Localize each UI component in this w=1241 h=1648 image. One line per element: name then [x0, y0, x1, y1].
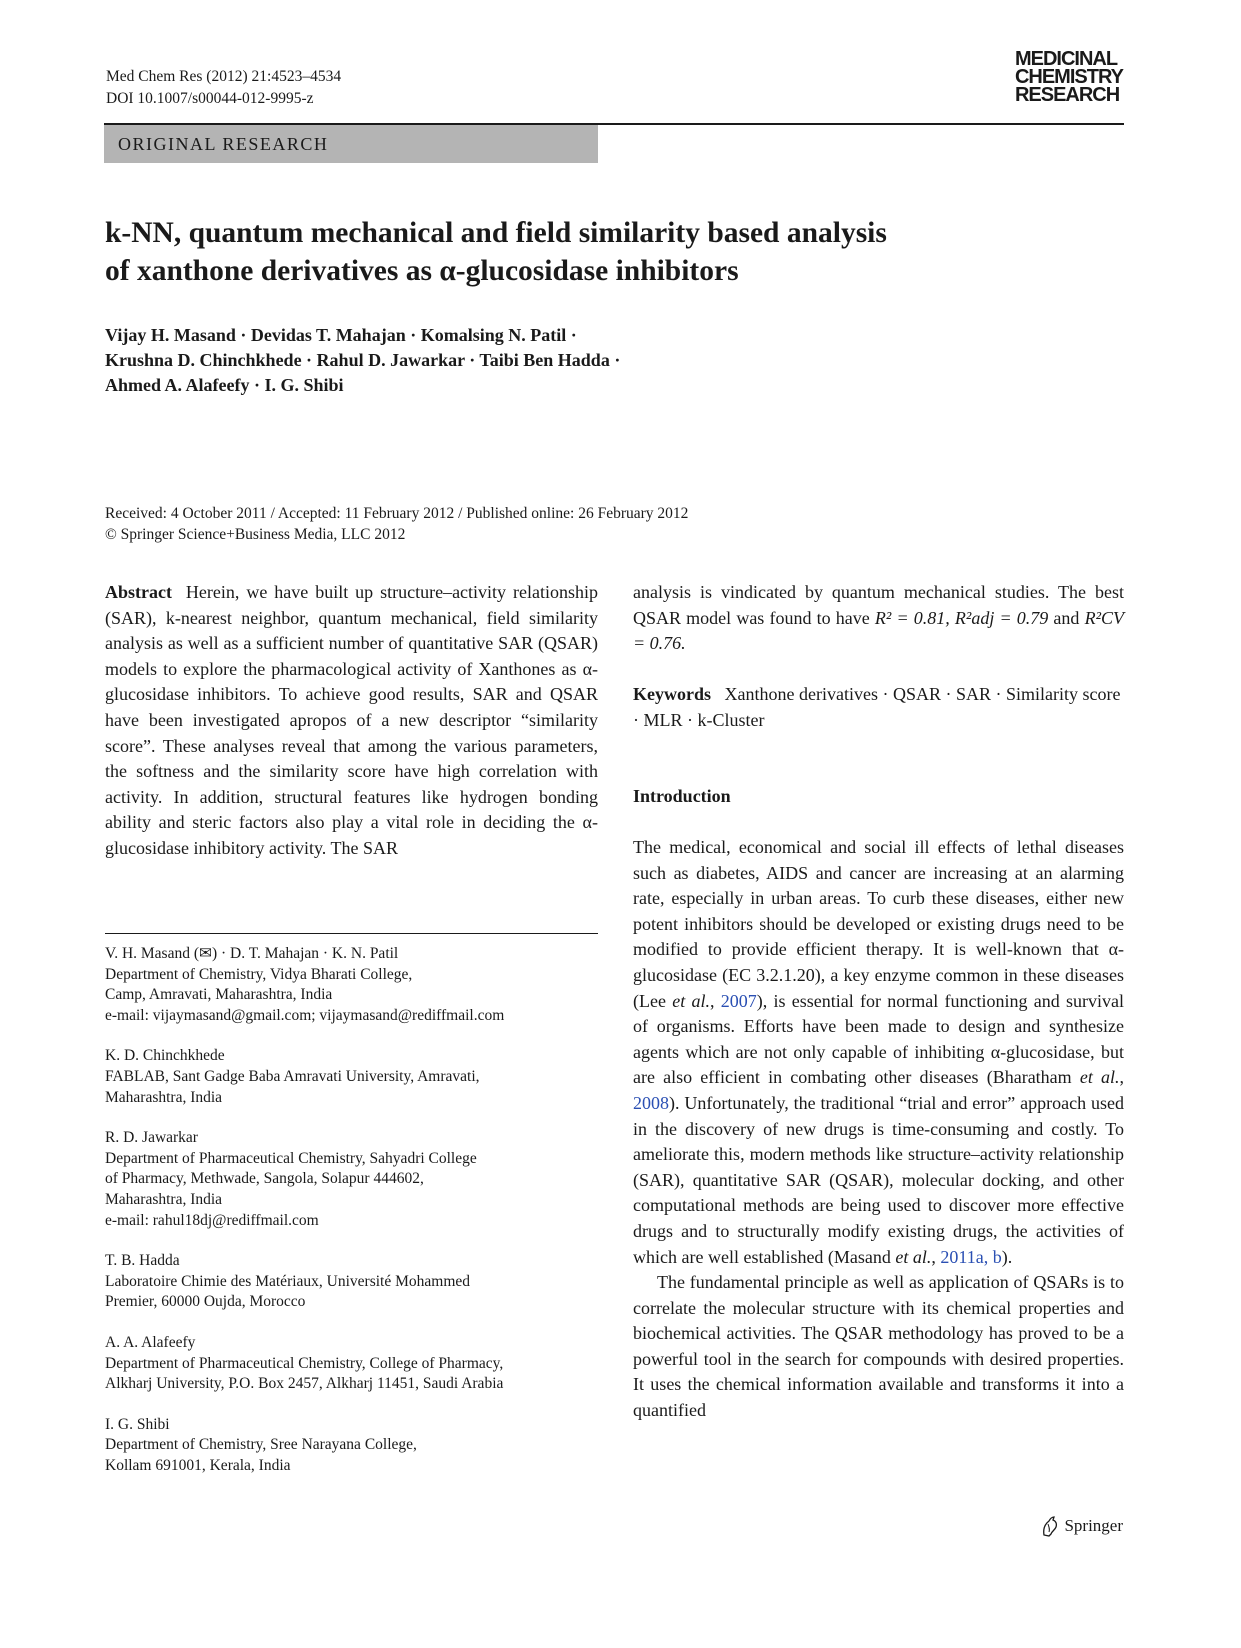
- title-line: k-NN, quantum mechanical and field similarity based analysis: [105, 217, 887, 249]
- intro-text-run: ,: [710, 990, 721, 1011]
- keywords: [633, 682, 1124, 733]
- author-list: [105, 323, 905, 398]
- r2-value: R² = 0.81,: [874, 607, 955, 628]
- title-line: of xanthone derivatives as α-glucosidase inhibitors: [105, 255, 739, 287]
- affiliation-line: Camp, Amravati, Maharashtra, India: [105, 986, 333, 1004]
- affiliation-line: Department of Pharmaceutical Chemistry, College of Pharmacy,: [105, 1354, 504, 1372]
- affiliation-line: Maharashtra, India: [105, 1088, 223, 1106]
- affiliation-email: e-mail: rahul18dj@rediffmail.com: [105, 1211, 319, 1229]
- abstract-text: Herein, we have built up structure–activity relationship (SAR), k-nearest neighbor, quantum mechanical, field similarity analysis as well as a sufficient number of quantitative SAR (QSAR) models to explore the pharmacological activity of Xanthones as α-glucosidase inhibitors. To achieve good results, SAR and QSAR have been investigated apropos of a new descriptor “similarity score”. These analyses reveal that among the various parameters, the softness and the similarity score have high correlation with activity. In addition, structural features like hydrogen bonding ability and steric factors also play a vital role in deciding the α-glucosidase inhibitory activity. The SAR: [105, 582, 598, 858]
- et-al: et al.: [895, 1246, 932, 1267]
- intro-text-run: The medical, economical and social ill effects of lethal diseases such as diabetes, AIDS and cancer are increasing at an alarming rate, especially in urban areas. To curb these diseases, either new potent inhibitors should be developed or existing drugs need to be modified to provide efficient therapy. It is well-known that α-glucosidase (EC 3.2.1.20), a key enzyme common in these diseases (Lee: [633, 837, 1124, 1011]
- journal-citation: Med Chem Res (2012) 21:4523–4534: [106, 68, 342, 85]
- springer-horse-icon: [1040, 1515, 1060, 1537]
- r2adj-value: R²adj = 0.79: [954, 607, 1049, 628]
- author-line: Vijay H. Masand · Devidas T. Mahajan · Komalsing N. Patil ·: [105, 325, 577, 345]
- citation-link[interactable]: 2008: [633, 1092, 669, 1113]
- journal-logo: [1015, 50, 1123, 104]
- publication-dates: [105, 503, 688, 545]
- affiliation-authors: A. A. Alafeefy: [105, 1333, 196, 1351]
- affiliation-line: Department of Pharmaceutical Chemistry, Sahyadri College: [105, 1149, 477, 1167]
- intro-text-run: ).: [1001, 1246, 1013, 1267]
- intro-text-run: ), is essential for normal functioning and survival of organisms. Efforts have been made to design and synthesize agents which are not only capable of inhibiting α-glucosidase, but are also efficient in combating other diseases (Bharatham: [633, 990, 1125, 1088]
- intro-paragraph: [633, 835, 1124, 1270]
- intro-paragraph: The fundamental principle as well as application of QSARs is to correlate the molecular structure with its chemical properties and biochemical activities. The QSAR methodology has proved to be a powerful tool in the search for compounds with desired properties. It uses the chemical information available and transforms it into a quantified: [633, 1272, 1124, 1421]
- affiliation-authors: R. D. Jawarkar: [105, 1129, 198, 1147]
- affiliation-authors: V. H. Masand (✉) · D. T. Mahajan · K. N. Patil: [105, 945, 399, 962]
- affiliation-line: Premier, 60000 Oujda, Morocco: [105, 1293, 306, 1311]
- abstract-continuation: [633, 580, 1124, 657]
- keywords-label: Keywords: [633, 684, 711, 704]
- affiliation-line: Kollam 691001, Kerala, India: [105, 1456, 291, 1474]
- section-banner: ORIGINAL RESEARCH: [104, 125, 598, 163]
- affiliation: [105, 1333, 598, 1395]
- introduction-body: [633, 835, 1124, 1424]
- affiliation-authors: T. B. Hadda: [105, 1252, 180, 1270]
- citation-link[interactable]: 2007: [720, 990, 757, 1011]
- abstract-paragraph: [105, 580, 598, 862]
- affiliation-line: Alkharj University, P.O. Box 2457, Alkharj 11451, Saudi Arabia: [105, 1375, 504, 1393]
- keywords-text: Xanthone derivatives · QSAR · SAR · Similarity score · MLR · k-Cluster: [633, 684, 1121, 730]
- publisher-logo: [1040, 1515, 1123, 1537]
- author-line: Krushna D. Chinchkhede · Rahul D. Jawarkar · Taibi Ben Hadda ·: [105, 350, 621, 370]
- et-al: et al.: [1079, 1067, 1120, 1088]
- intro-text-run: ). Unfortunately, the traditional “trial and error” approach used in the discovery of new drugs is time-consuming and costly. To ameliorate this, modern methods like structure–activity relationship (SAR), quantitative SAR (QSAR), molecular docking, and other computational methods are being used to discover more effective drugs and to structurally modify existing drugs, the activities of which are well established (Masand: [633, 1092, 1124, 1267]
- article-title: [105, 214, 1065, 290]
- abstract-label: Abstract: [105, 582, 172, 602]
- affiliation: [105, 1251, 598, 1313]
- publisher-name: Springer: [1064, 1516, 1123, 1535]
- affiliation-line: Maharashtra, India: [105, 1190, 223, 1208]
- abstract-cont-text: and: [1048, 607, 1085, 628]
- citation-link[interactable]: 2011a, b: [940, 1246, 1002, 1267]
- history-dates: Received: 4 October 2011 / Accepted: 11 February 2012 / Published online: 26 February 2012: [105, 505, 689, 522]
- intro-text-run: ,: [931, 1246, 941, 1267]
- journal-logo-line: RESEARCH: [1014, 84, 1120, 106]
- affiliation-line: of Pharmacy, Methwade, Sangola, Solapur 444602,: [105, 1170, 424, 1188]
- et-al: et al.: [672, 990, 710, 1011]
- r2cv-value: R²CV = 0.76.: [633, 607, 1124, 654]
- journal-doi: DOI 10.1007/s00044-012-9995-z: [106, 90, 314, 107]
- journal-logo-line: CHEMISTRY: [1014, 66, 1123, 88]
- affiliation-line: Laboratoire Chimie des Matériaux, Université Mohammed: [105, 1272, 471, 1290]
- affiliation-line: Department of Chemistry, Sree Narayana College,: [105, 1436, 417, 1454]
- affiliation-email: e-mail: vijaymasand@gmail.com; vijaymasand@rediffmail.com: [105, 1006, 505, 1024]
- affiliation-line: Department of Chemistry, Vidya Bharati College,: [105, 965, 413, 983]
- affiliation: [105, 1046, 598, 1108]
- abstract-cont-text: analysis is vindicated by quantum mechanical studies. The best QSAR model was found to have: [633, 582, 1124, 628]
- section-heading-introduction: Introduction: [633, 786, 731, 806]
- affiliation-line: FABLAB, Sant Gadge Baba Amravati University, Amravati,: [105, 1067, 480, 1085]
- copyright-line: © Springer Science+Business Media, LLC 2012: [105, 526, 406, 543]
- journal-logo-line: MEDICINAL: [1014, 48, 1118, 70]
- author-line: Ahmed A. Alafeefy · I. G. Shibi: [105, 375, 344, 395]
- journal-citation-block: [106, 66, 341, 110]
- affiliation: [105, 1415, 598, 1477]
- affiliation: [105, 944, 598, 1026]
- affiliation-authors: I. G. Shibi: [105, 1415, 170, 1433]
- footnote-divider: [105, 933, 598, 934]
- intro-text-run: ,: [1119, 1067, 1124, 1088]
- affiliation-authors: K. D. Chinchkhede: [105, 1047, 225, 1065]
- affiliation: [105, 1128, 598, 1231]
- affiliations: [105, 944, 598, 1496]
